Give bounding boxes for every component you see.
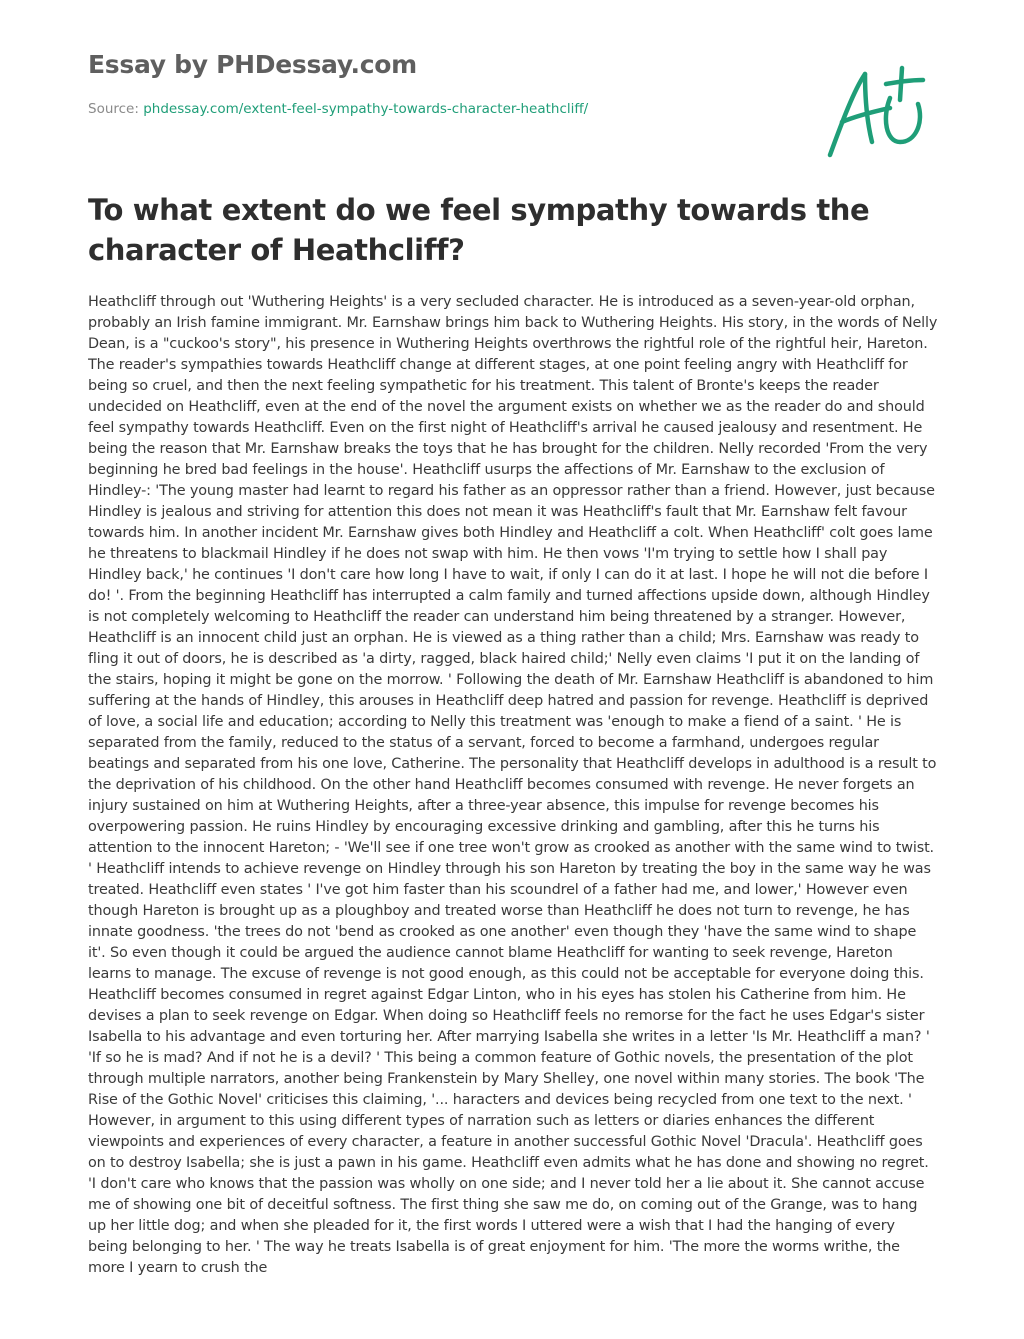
site-title: Essay by PHDessay.com (88, 50, 417, 79)
source-line (88, 101, 588, 117)
a-plus-logo-icon (820, 60, 930, 160)
source-link[interactable]: phdessay.com/extent-feel-sympathy-towards-character-heathcliff/ (143, 101, 589, 117)
source-label: Source: (88, 101, 144, 117)
essay-title: To what extent do we feel sympathy towards the character of Heathcliff? (88, 193, 870, 267)
essay-body: Heathcliff through out 'Wuthering Heights' is a very secluded character. He is introduced as a seven-year-old orphan, probably an Irish famine immigrant. Mr. Earnshaw brings him back to Wuthering Heights. His story, in the words of Nelly Dean, is a "cuckoo's story", his presence in Wuthering Heights overthrows the rightful role of the rightful heir, Hareton. The reader's sympathies towards Heathcliff change at different stages, at one point feeling angry with Heathcliff for being so cruel, and then the next feeling sympathetic for his treatment. This talent of Bronte's keeps the reader undecided on Heathcliff, even at the end of the novel the argument exists on whether we as the reader do and should feel sympathy towards Heathcliff. Even on the first night of Heathcliff's arrival he caused jealousy and resentment. He being the reason that Mr. Earnshaw breaks the toys that he has brought for the children. Nelly recorded 'From the very beginning he bred bad feelings in the house'. Heathcliff usurps the affections of Mr. Earnshaw to the exclusion of Hindley-: 'The young master had learnt to regard his father as an oppressor rather than a friend. However, just because Hindley is jealous and striving for attention this does not mean it was Heathcliff's fault that Mr. Earnshaw felt favour towards him. In another incident Mr. Earnshaw gives both Hindley and Heathcliff a colt. When Heathcliff' colt goes lame he threatens to blackmail Hindley if he does not swap with him. He then vows 'I'm trying to settle how I shall pay Hindley back,' he continues 'I don't care how long I have to wait, if only I can do it at last. I hope he will not die before I do! '. From the beginning Heathcliff has interrupted a calm family and turned affections upside down, although Hindley is not completely welcoming to Heathcliff the reader can understand him being threatened by a stranger. However, Heathcliff is an innocent child just an orphan. He is viewed as a thing rather than a child; Mrs. Earnshaw was ready to fling it out of doors, he is described as 'a dirty, ragged, black haired child;' Nelly even claims 'I put it on the landing of the stairs, hoping it might be gone on the morrow. ' Following the death of Mr. Earnshaw Heathcliff is abandoned to him suffering at the hands of Hindley, this arouses in Heathcliff deep hatred and passion for revenge. Heathcliff is deprived of love, a social life and education; according to Nelly this treatment was 'enough to make a fiend of a saint. ' He is separated from the family, reduced to the status of a servant, forced to become a farmhand, undergoes regular beatings and separated from his one love, Catherine. The personality that Heathcliff develops in adulthood is a result to the deprivation of his childhood. On the other hand Heathcliff becomes consumed with revenge. He never forgets an injury sustained on him at Wuthering Heights, after a three-year absence, this impulse for revenge becomes his overpowering passion. He ruins Hindley by encouraging excessive drinking and gambling, after this he turns his attention to the innocent Hareton; - 'We'll see if one tree won't grow as crooked as another with the same wind to twist. ' Heathcliff intends to achieve revenge on Hindley through his son Hareton by treating the boy in the same way he was treated. Heathcliff even states ' I've got him faster than his scoundrel of a father had me, and lower,' However even though Hareton is brought up as a ploughboy and treated worse than Heathcliff he does not turn to revenge, he has innate goodness. 'the trees do not 'bend as crooked as one another' even though they 'have the same wind to shape it'. So even though it could be argued the audience cannot blame Heathcliff for wanting to seek revenge, Hareton learns to manage. The excuse of revenge is not good enough, as this could not be acceptable for everyone doing this. Heathcliff becomes consumed in regret against Edgar Linton, who in his eyes has stolen his Catherine from him. He devises a plan to seek revenge on Edgar. When doing so Heathcliff feels no remorse for the fact he uses Edgar's sister Isabella to his advantage and even torturing her. After marrying Isabella she writes in a letter 'Is Mr. Heathcliff a man? ' 'If so he is mad? And if not he is a devil? ' This being a common feature of Gothic novels, the presentation of the plot through multiple narrators, another being Frankenstein by Mary Shelley, one novel within many stories. The book 'The Rise of the Gothic Novel' criticises this claiming, '... haracters and devices being recycled from one text to the next. ' However, in argument to this using different types of narration such as letters or diaries enhances the different viewpoints and experiences of every character, a feature in another successful Gothic Novel 'Dracula'. Heathcliff goes on to destroy Isabella; she is just a pawn in his game. Heathcliff even admits what he has done and showing no regret. 'I don't care who knows that the passion was wholly on one side; and I never told her a lie about it. She cannot accuse me of showing one bit of deceitful softness. The first thing she saw me do, on coming out of the Grange, was to hang up her little dog; and when she pleaded for it, the first words I uttered were a wish that I had the hanging of every being belonging to her. ' The way he treats Isabella is of great enjoyment for him. 'The more the worms writhe, the more I yearn to crush the (88, 294, 938, 1276)
